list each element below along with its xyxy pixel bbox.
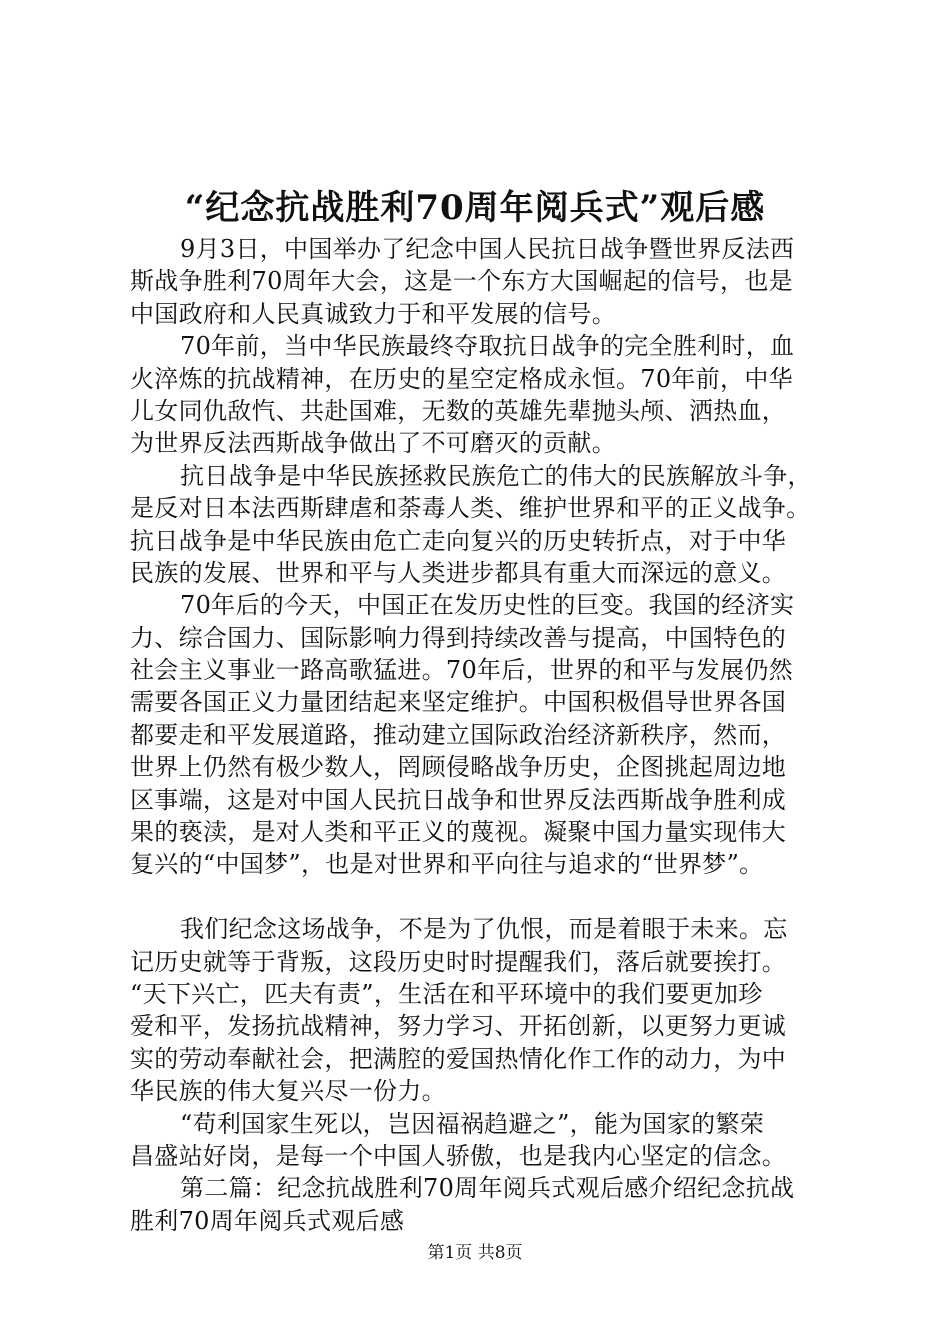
paragraph-7 bbox=[130, 1172, 840, 1237]
paragraph-line: 中国政府和人民真诚致力于和平发展的信号。 bbox=[130, 299, 616, 328]
paragraph-line: 力、综合国力、国际影响力得到持续改善与提高，中国特色的 bbox=[130, 623, 787, 652]
paragraph-line: 是反对日本法西斯肆虐和荼毒人类、维护世界和平的正义战争。 bbox=[130, 494, 811, 523]
paragraph-5 bbox=[130, 913, 840, 1107]
paragraph-line: 世界上仍然有极少数人，罔顾侵略战争历史，企图挑起周边地 bbox=[130, 753, 787, 782]
paragraph-6 bbox=[130, 1108, 840, 1173]
paragraph-line: “苟利国家生死以，岂因福祸趋避之”，能为国家的繁荣 bbox=[180, 1109, 765, 1138]
paragraph-4 bbox=[130, 589, 840, 881]
paragraph-line: 社会主义事业一路高歌猛进。70年后，世界的和平与发展仍然 bbox=[130, 656, 793, 685]
paragraph-line: 抗日战争是中华民族由危亡走向复兴的历史转折点，对于中华 bbox=[130, 526, 787, 555]
paragraph-line: 区事端，这是对中国人民抗日战争和世界反法西斯战争胜利成 bbox=[130, 785, 787, 814]
paragraph-line: 抗日战争是中华民族拯救民族危亡的伟大的民族解放斗争， bbox=[180, 461, 812, 490]
paragraph-line: 70年后的今天，中国正在发历史性的巨变。我国的经济实 bbox=[180, 591, 795, 620]
paragraph-line: 为世界反法西斯战争做出了不可磨灭的贡献。 bbox=[130, 429, 616, 458]
paragraph-line: 实的劳动奉献社会，把满腔的爱国热情化作工作的动力，为中 bbox=[130, 1044, 787, 1073]
paragraph-1 bbox=[130, 233, 840, 330]
paragraph-2 bbox=[130, 330, 840, 460]
paragraph-line: 斯战争胜利70周年大会，这是一个东方大国崛起的信号，也是 bbox=[130, 267, 793, 296]
paragraph-line: 儿女同仇敌忾、共赴国难，无数的英雄先辈抛头颅、洒热血， bbox=[130, 396, 787, 425]
paragraph-line: 9月3日，中国举办了纪念中国人民抗日战争暨世界反法西 bbox=[180, 235, 795, 263]
paragraph-line: 火淬炼的抗战精神，在历史的星空定格成永恒。70年前，中华 bbox=[130, 364, 793, 393]
paragraph-line: 华民族的伟大复兴尽一份力。 bbox=[130, 1077, 446, 1106]
paragraph-line: “天下兴亡，匹夫有责”，生活在和平环境中的我们要更加珍 bbox=[130, 979, 763, 1008]
paragraph-line: 复兴的“中国梦”，也是对世界和平向往与追求的“世界梦”。 bbox=[130, 850, 764, 879]
paragraph-line: 都要走和平发展道路，推动建立国际政治经济新秩序，然而， bbox=[130, 720, 787, 749]
paragraph-line: 民族的发展、世界和平与人类进步都具有重大而深远的意义。 bbox=[130, 558, 787, 587]
paragraph-line: 果的亵渎，是对人类和平正义的蔑视。凝聚中国力量实现伟大 bbox=[130, 818, 787, 847]
paragraph-line: 需要各国正义力量团结起来坚定维护。中国积极倡导世界各国 bbox=[130, 688, 787, 717]
paragraph-3 bbox=[130, 460, 840, 590]
paragraph-line: 第二篇：纪念抗战胜利70周年阅兵式观后感介绍纪念抗战 bbox=[180, 1174, 795, 1203]
document-title: “纪念抗战胜利70周年阅兵式”观后感 bbox=[184, 188, 766, 228]
paragraph-line: 我们纪念这场战争，不是为了仇恨，而是着眼于未来。忘 bbox=[180, 915, 788, 944]
paragraph-line: 70年前，当中华民族最终夺取抗日战争的完全胜利时，血 bbox=[180, 332, 795, 361]
paragraph-line: 记历史就等于背叛，这段历史时时提醒我们，落后就要挨打。 bbox=[130, 947, 787, 976]
document-body bbox=[130, 233, 840, 1237]
paragraph-line: 爱和平，发扬抗战精神，努力学习、开拓创新，以更努力更诚 bbox=[130, 1012, 787, 1041]
paragraph-spacer bbox=[130, 881, 840, 913]
page-footer: 第1页 共8页 bbox=[427, 1243, 523, 1263]
paragraph-line: 胜利70周年阅兵式观后感 bbox=[130, 1206, 405, 1235]
paragraph-line: 昌盛站好岗，是每一个中国人骄傲，也是我内心坚定的信念。 bbox=[130, 1141, 787, 1170]
